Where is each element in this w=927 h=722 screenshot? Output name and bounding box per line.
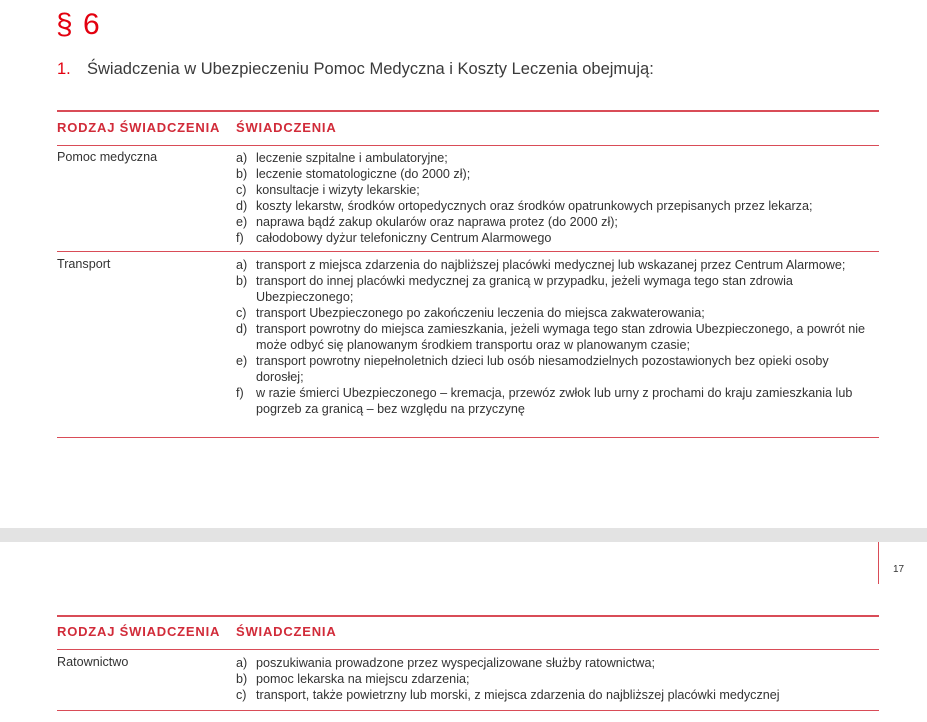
list-item: c) konsultacje i wizyty lekarskie; <box>236 183 420 197</box>
list-item: f) w razie śmierci Ubezpieczonego – kremacja, przewóz zwłok lub urny z prochami do kraju zamieszkania lub pogrzeb za granicą – bez względu na przyczynę <box>236 386 853 416</box>
list-item: a) transport z miejsca zdarzenia do najbliższej placówki medycznej lub wskazanej przez Centrum Alarmowe; <box>236 258 846 272</box>
intro-paragraph <box>57 60 654 79</box>
list-item: a) poszukiwania prowadzone przez wyspecjalizowane służby ratownictwa; <box>236 656 655 670</box>
section-mark: § 6 <box>56 8 101 41</box>
list-item: b) transport do innej placówki medycznej za granicą w przypadku, jeżeli wymaga tego stan zdrowia Ubezpieczonego; <box>236 274 793 304</box>
list-item: a) leczenie szpitalne i ambulatoryjne; <box>236 151 448 165</box>
benefits-table-continued <box>57 615 879 715</box>
list-item: f) całodobowy dyżur telefoniczny Centrum Alarmowego <box>236 231 552 245</box>
document-page-2 <box>0 542 927 722</box>
header-benefit-type: RODZAJ ŚWIADCZENIA <box>57 120 221 135</box>
benefits-table <box>57 110 879 440</box>
row-list-transport <box>236 257 879 417</box>
row-category-medical: Pomoc medyczna <box>57 150 158 164</box>
header-benefit-type: RODZAJ ŚWIADCZENIA <box>57 624 221 639</box>
page-separator <box>0 528 927 542</box>
list-item: d) koszty lekarstw, środków ortopedycznych oraz środków opatrunkowych przepisanych przez lekarza; <box>236 199 813 213</box>
list-item: e) naprawa bądź zakup okularów oraz naprawa protez (do 2000 zł); <box>236 215 618 229</box>
table-bottom-rule <box>57 710 879 711</box>
list-item: b) pomoc lekarska na miejscu zdarzenia; <box>236 672 470 686</box>
list-item: d) transport powrotny do miejsca zamieszkania, jeżeli wymaga tego stan zdrowia Ubezpieczonego, a powrót nie może odbyć się planowanym środkiem transportu oraz w planowanym czasie; <box>236 322 866 352</box>
intro-text: Świadczenia w Ubezpieczeniu Pomoc Medyczna i Koszty Leczenia obejmują: <box>87 60 654 78</box>
row-list-medical <box>236 150 879 246</box>
table-top-rule <box>57 110 879 112</box>
header-benefits: ŚWIADCZENIA <box>236 624 337 639</box>
row-category-transport: Transport <box>57 257 111 271</box>
list-item: c) transport Ubezpieczonego po zakończeniu leczenia do miejsca zakwaterowania; <box>236 306 705 320</box>
row-category-rescue: Ratownictwo <box>57 655 129 669</box>
header-benefits: ŚWIADCZENIA <box>236 120 337 135</box>
list-item: c) transport, także powietrzny lub morski, z miejsca zdarzenia do najbliższej placówki medycznej <box>236 688 780 702</box>
header-rule <box>57 649 879 650</box>
row-rule <box>57 251 879 252</box>
intro-number: 1. <box>57 60 71 78</box>
list-item: b) leczenie stomatologiczne (do 2000 zł); <box>236 167 471 181</box>
table-bottom-rule <box>57 437 879 438</box>
page-number-rule <box>878 542 879 584</box>
header-rule <box>57 145 879 146</box>
row-list-rescue <box>236 655 879 703</box>
list-item: e) transport powrotny niepełnoletnich dzieci lub osób niesamodzielnych pozostawionych bez opieki osoby dorosłej; <box>236 354 829 384</box>
page-number: 17 <box>893 564 905 575</box>
table-top-rule <box>57 615 879 617</box>
